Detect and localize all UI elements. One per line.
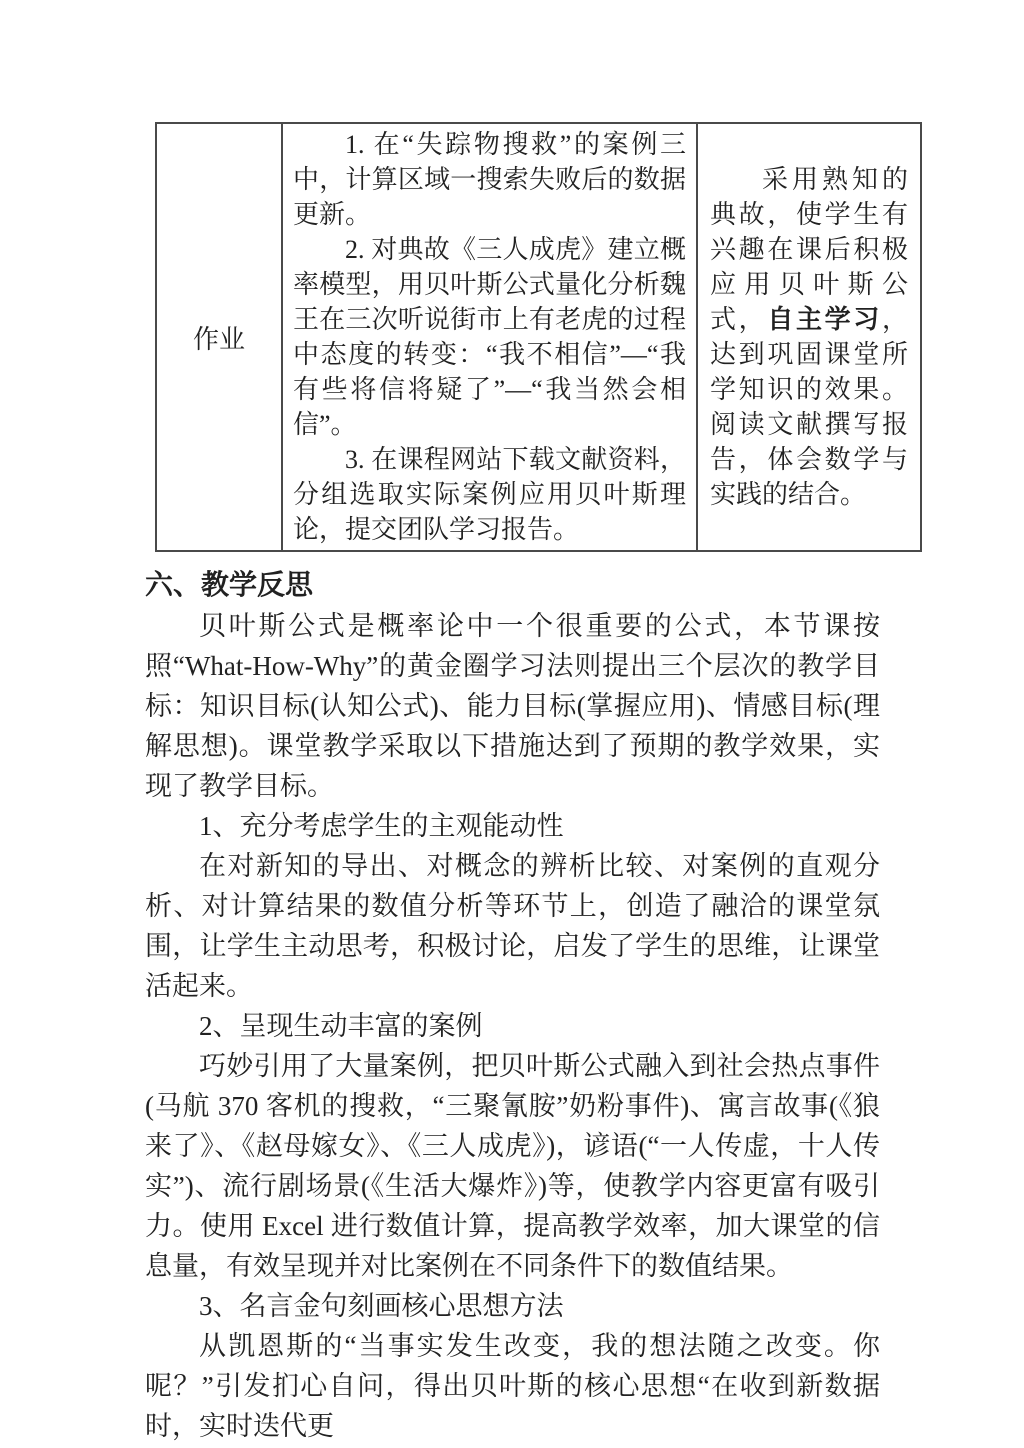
task-item: 2. 对典故《三人成虎》建立概率模型，用贝叶斯公式量化分析魏王在三次听说街市上有老虎的过程中态度的转变：“我不相信”—“我有些将信将疑了”—“我当然会相信”。 (293, 235, 686, 439)
body-paragraph: 从凯恩斯的“当事实发生改变，我的想法随之改变。你呢？”引发扪心自问，得出贝叶斯的核心思想“在收到新数据时，实时迭代更 (145, 1331, 880, 1441)
homework-tasks-cell (282, 123, 697, 551)
subitem-heading: 3、名言金句刻画核心思想方法 (199, 1291, 564, 1321)
homework-table (155, 122, 922, 552)
text-run: ，达到巩固课堂所学知识的效果。阅读文献撰写报告，体会数学与实践的结合。 (710, 305, 908, 509)
homework-purpose-cell (697, 123, 921, 551)
homework-table-row (156, 123, 921, 551)
body-paragraph: 贝叶斯公式是概率论中一个很重要的公式，本节课按照“What-How-Why”的黄金圈学习法则提出三个层次的教学目标：知识目标(认知公式)、能力目标(掌握应用)、情感目标(理解思想)。课堂教学采取以下措施达到了预期的教学效果，实现了教学目标。 (145, 611, 880, 801)
body-paragraph: 巧妙引用了大量案例，把贝叶斯公式融入到社会热点事件(马航 370 客机的搜救，“三聚氰胺”奶粉事件)、寓言故事(《狼来了》、《赵母嫁女》、《三人成虎》)，谚语(“一人传虚，十人传实”)、流行剧场景(《生活大爆炸》)等，使教学内容更富有吸引力。使用 Excel 进行数值计算，提高教学效率，加大课堂的信息量，有效呈现并对比案例在不同条件下的数值结果。 (145, 1051, 880, 1281)
task-item: 1. 在“失踪物搜救”的案例三中，计算区域一搜索失败后的数据更新。 (293, 130, 686, 229)
subitem-heading: 2、呈现生动丰富的案例 (199, 1011, 483, 1041)
homework-task-list (293, 127, 686, 547)
task-item: 3. 在课程网站下载文献资料，分组选取实际案例应用贝叶斯理论，提交团队学习报告。 (293, 445, 686, 544)
homework-row-label-cell (156, 123, 282, 551)
text-run: 采用熟知的典故，使学生有兴趣在课后积极应用贝叶斯公式， (710, 165, 908, 334)
bold-phrase: 自主学习 (767, 305, 882, 334)
homework-purpose-paragraph (710, 162, 908, 512)
section-heading: 六、教学反思 (145, 570, 314, 601)
body-paragraph: 在对新知的导出、对概念的辨析比较、对案例的直观分析、对计算结果的数值分析等环节上，创造了融洽的课堂氛围，让学生主动思考，积极讨论，启发了学生的思维，让课堂活起来。 (145, 851, 880, 1001)
subitem-heading: 1、充分考虑学生的主观能动性 (199, 811, 564, 841)
homework-row-label: 作业 (192, 324, 245, 354)
section-body (145, 606, 880, 1446)
